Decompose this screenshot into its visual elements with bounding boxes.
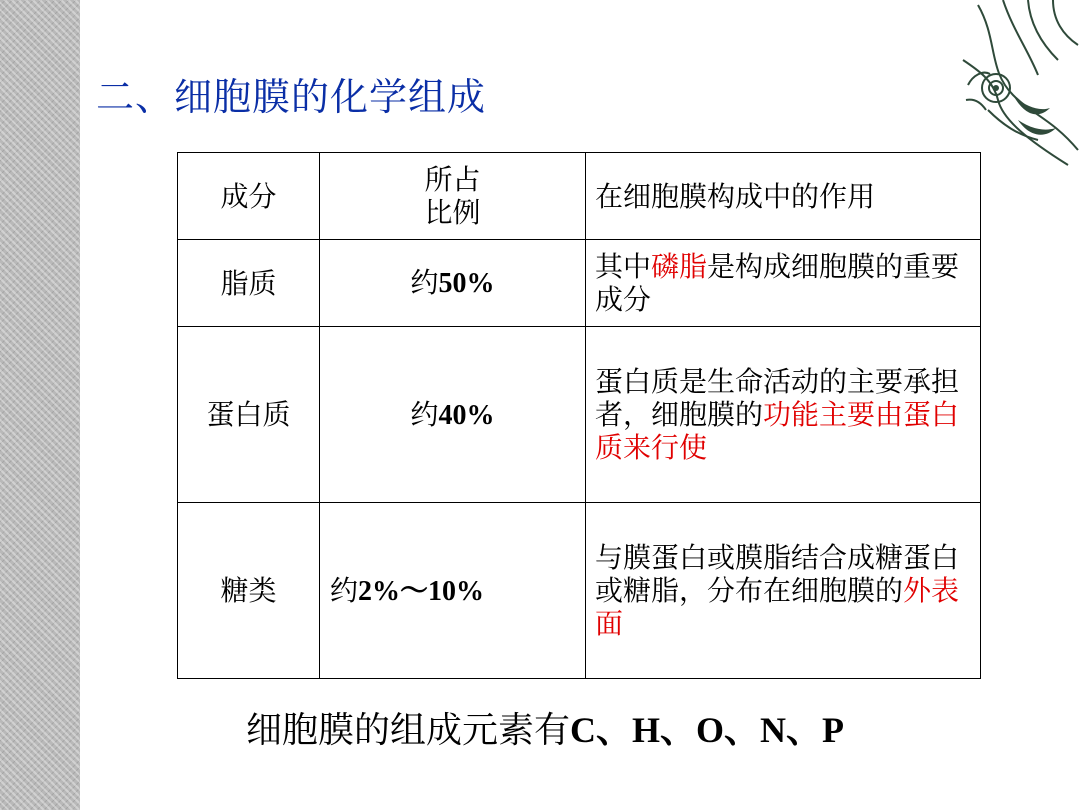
row-role	[586, 503, 981, 679]
header-role: 在细胞膜构成中的作用	[586, 153, 981, 240]
footer-prefix: 细胞膜的组成元素有	[246, 710, 571, 751]
decorative-sidebar	[0, 0, 80, 810]
composition-elements-note	[246, 702, 844, 753]
table-row	[178, 240, 981, 327]
role-text: 与膜蛋白或膜脂结合成糖蛋白或糖脂，分布在细胞膜的	[595, 541, 960, 607]
proportion-prefix: 约	[410, 266, 439, 299]
header-component: 成分	[178, 153, 320, 240]
proportion-value: 2%～10%	[358, 575, 485, 607]
role-text-continued: 是构成细胞膜的重要成分	[595, 250, 960, 316]
role-highlight: 外表面	[595, 574, 960, 640]
table-header-row	[178, 153, 981, 240]
role-highlight: 磷脂	[651, 250, 708, 283]
footer-elements: C、H、O、N、P	[570, 710, 845, 750]
row-component: 脂质	[178, 240, 320, 327]
row-proportion	[320, 240, 586, 327]
row-proportion	[320, 503, 586, 679]
proportion-prefix: 约	[410, 397, 439, 431]
row-component: 糖类	[178, 503, 320, 679]
proportion-value: 50%	[438, 268, 495, 299]
role-text: 其中	[595, 250, 652, 283]
table-row	[178, 327, 981, 503]
header-proportion	[320, 153, 586, 240]
row-role	[586, 240, 981, 327]
role-highlight: 功能主要由蛋白质来行使	[595, 398, 960, 464]
header-proportion-line2: 比例	[424, 196, 481, 229]
phoenix-ornament-icon	[958, 0, 1080, 175]
slide-title: 二、细胞膜的化学组成	[96, 75, 487, 119]
table-row	[178, 503, 981, 679]
row-proportion	[320, 327, 586, 503]
proportion-prefix: 约	[330, 573, 359, 607]
header-proportion-line1: 所占	[424, 163, 481, 196]
row-role	[586, 327, 981, 503]
role-text: 蛋白质是生命活动的主要承担者，细胞膜的	[595, 365, 960, 431]
proportion-value: 40%	[438, 399, 495, 431]
composition-table	[177, 152, 981, 679]
row-component: 蛋白质	[178, 327, 320, 503]
